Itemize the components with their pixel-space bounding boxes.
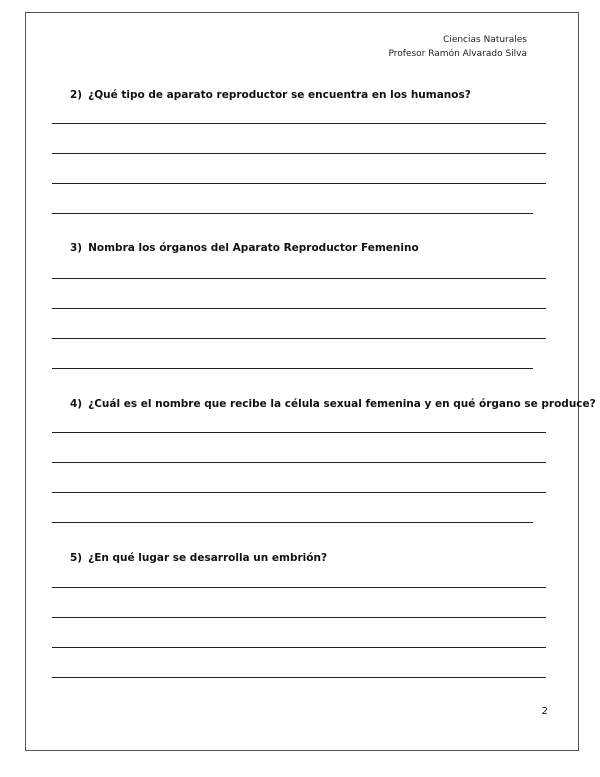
- question-text: ¿Cuál es el nombre que recibe la célula sexual femenina y en qué órgano se produce?: [88, 398, 596, 410]
- answer-line[interactable]: [52, 278, 546, 279]
- answer-line[interactable]: [52, 587, 546, 588]
- question-5: [70, 552, 327, 564]
- answer-line[interactable]: [52, 213, 533, 214]
- document-header: [389, 33, 528, 61]
- answer-line[interactable]: [52, 183, 546, 184]
- answer-line[interactable]: [52, 522, 533, 523]
- question-4: [70, 398, 596, 410]
- question-number: 5): [70, 552, 83, 564]
- answer-line[interactable]: [52, 462, 546, 463]
- question-number: 4): [70, 398, 83, 410]
- answer-line[interactable]: [52, 617, 546, 618]
- answer-line[interactable]: [52, 432, 546, 433]
- answer-line[interactable]: [52, 677, 546, 678]
- question-text: ¿Qué tipo de aparato reproductor se encuentra en los humanos?: [88, 89, 471, 101]
- question-3: [70, 242, 419, 254]
- question-number: 3): [70, 242, 83, 254]
- question-text: Nombra los órganos del Aparato Reproductor Femenino: [88, 242, 419, 254]
- answer-line[interactable]: [52, 647, 546, 648]
- answer-line[interactable]: [52, 492, 546, 493]
- answer-line[interactable]: [52, 308, 546, 309]
- answer-line[interactable]: [52, 368, 533, 369]
- teacher-name: Profesor Ramón Alvarado Silva: [388, 49, 527, 59]
- answer-line[interactable]: [52, 123, 546, 124]
- subject-title: Ciencias Naturales: [443, 35, 527, 45]
- answer-line[interactable]: [52, 153, 546, 154]
- question-text: ¿En qué lugar se desarrolla un embrión?: [88, 552, 328, 564]
- question-2: [70, 89, 471, 101]
- answer-line[interactable]: [52, 338, 546, 339]
- page-number: 2: [541, 706, 548, 717]
- question-number: 2): [70, 89, 83, 101]
